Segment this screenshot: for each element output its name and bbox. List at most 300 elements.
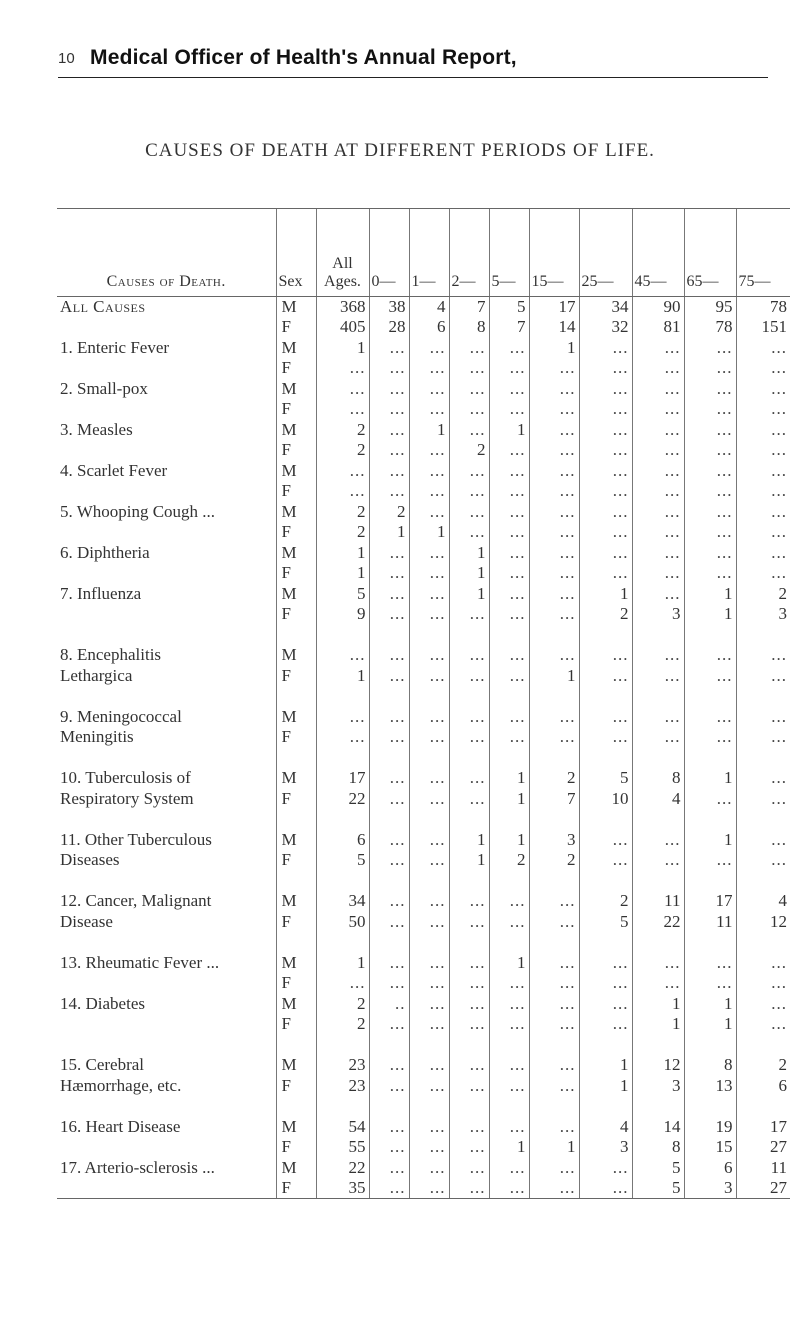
value-age-75: ... (736, 973, 790, 994)
sex-cell: F (276, 604, 316, 625)
value-age-0: ... (369, 768, 409, 789)
spacer-cell (632, 932, 684, 953)
value-age-65: ... (684, 440, 736, 461)
value-age-45: 81 (632, 317, 684, 338)
value-age-25: ... (579, 440, 632, 461)
value-age-1: ... (409, 502, 449, 523)
spacer-cell (736, 686, 790, 707)
spacer-cell (684, 625, 736, 646)
value-age-75: 2 (736, 1055, 790, 1076)
table-row (57, 420, 790, 441)
value-age-75: 2 (736, 584, 790, 605)
value-age-1: ... (409, 1055, 449, 1076)
value-age-1: ... (409, 953, 449, 974)
value-age-75: ... (736, 563, 790, 584)
value-age-15: ... (529, 440, 579, 461)
value-age-1: ... (409, 666, 449, 687)
value-age-5: ... (489, 338, 529, 359)
value-age-75: 78 (736, 297, 790, 318)
table-row (57, 994, 790, 1015)
value-all-ages: 17 (316, 768, 369, 789)
spacer-cell (449, 686, 489, 707)
value-age-15: ... (529, 891, 579, 912)
value-all-ages: 34 (316, 891, 369, 912)
spacer-cell (409, 625, 449, 646)
value-age-65: 1 (684, 604, 736, 625)
column-header-all-ages: All Ages. (316, 209, 369, 297)
value-age-2: ... (449, 973, 489, 994)
spacer-cell (316, 932, 369, 953)
value-age-65: ... (684, 379, 736, 400)
value-age-0: .. (369, 994, 409, 1015)
spacer-cell (449, 1096, 489, 1117)
value-age-5: ... (489, 1076, 529, 1097)
value-age-45: 14 (632, 1117, 684, 1138)
spacer-cell (449, 871, 489, 892)
value-age-25: ... (579, 379, 632, 400)
value-age-5: 1 (489, 768, 529, 789)
cause-name: 7. Influenza (60, 583, 142, 603)
column-header-age-1: 1— (409, 209, 449, 297)
cause-name: 12. Cancer, Malignant (60, 891, 212, 911)
value-age-75: ... (736, 358, 790, 379)
cause-name-continued (57, 440, 276, 461)
row-spacer (57, 686, 790, 707)
value-age-1: ... (409, 399, 449, 420)
cause-name-continued: Meningitis (60, 727, 134, 747)
spacer-cell (529, 1096, 579, 1117)
value-age-0: ... (369, 420, 409, 441)
value-age-45: ... (632, 379, 684, 400)
table-row (57, 768, 790, 789)
value-age-0: 28 (369, 317, 409, 338)
spacer-cell (579, 748, 632, 769)
value-age-45: ... (632, 973, 684, 994)
sex-cell: M (276, 768, 316, 789)
value-age-1: ... (409, 481, 449, 502)
table-row (57, 727, 790, 748)
value-age-45: ... (632, 440, 684, 461)
table-row (57, 481, 790, 502)
value-age-75: 17 (736, 1117, 790, 1138)
value-age-0: ... (369, 727, 409, 748)
value-age-1: ... (409, 1014, 449, 1035)
value-age-75: ... (736, 1014, 790, 1035)
value-age-2: ... (449, 1137, 489, 1158)
value-age-0: ... (369, 912, 409, 933)
value-age-65: 13 (684, 1076, 736, 1097)
sex-cell: F (276, 317, 316, 338)
spacer-cell (409, 748, 449, 769)
cause-name-continued: Diseases (60, 850, 120, 870)
cause-name-continued (57, 358, 276, 379)
spacer-cell (736, 1035, 790, 1056)
value-age-65: ... (684, 563, 736, 584)
sex-cell: F (276, 1076, 316, 1097)
value-age-25: ... (579, 666, 632, 687)
cause-name: 16. Heart Disease (60, 1116, 181, 1136)
spacer-cell (684, 932, 736, 953)
value-age-1: 1 (409, 522, 449, 543)
value-age-15: ... (529, 584, 579, 605)
spacer-cell (276, 871, 316, 892)
spacer-cell (449, 748, 489, 769)
table-body (57, 297, 790, 1199)
value-age-0: 38 (369, 297, 409, 318)
spacer-cell (489, 686, 529, 707)
value-age-2: 2 (449, 440, 489, 461)
value-age-65: ... (684, 338, 736, 359)
value-age-2: ... (449, 522, 489, 543)
value-age-0: ... (369, 953, 409, 974)
value-age-0: ... (369, 1014, 409, 1035)
value-age-45: 8 (632, 768, 684, 789)
cause-name-continued (57, 522, 276, 543)
spacer-cell (276, 686, 316, 707)
value-all-ages: 1 (316, 666, 369, 687)
value-age-5: ... (489, 604, 529, 625)
value-age-1: ... (409, 707, 449, 728)
value-age-65: ... (684, 645, 736, 666)
value-age-5: ... (489, 645, 529, 666)
spacer-cell (449, 809, 489, 830)
value-age-2: ... (449, 1117, 489, 1138)
sex-cell: M (276, 379, 316, 400)
table-row (57, 1178, 790, 1199)
table-row (57, 297, 790, 318)
value-age-1: ... (409, 973, 449, 994)
value-age-15: ... (529, 420, 579, 441)
value-age-45: ... (632, 399, 684, 420)
sex-cell: M (276, 953, 316, 974)
value-age-75: 3 (736, 604, 790, 625)
value-all-ages: ... (316, 481, 369, 502)
value-age-75: ... (736, 994, 790, 1015)
value-age-25: ... (579, 994, 632, 1015)
value-age-65: 6 (684, 1158, 736, 1179)
sex-cell: M (276, 1055, 316, 1076)
value-age-75: ... (736, 830, 790, 851)
value-age-25: ... (579, 338, 632, 359)
cause-name: 13. Rheumatic Fever ... (60, 952, 220, 972)
value-age-45: 3 (632, 604, 684, 625)
cause-name-continued (57, 1137, 276, 1158)
value-age-45: ... (632, 850, 684, 871)
sex-cell: F (276, 1178, 316, 1199)
spacer-cell (632, 809, 684, 830)
cause-name-continued: Disease (60, 911, 113, 931)
value-age-25: ... (579, 850, 632, 871)
value-all-ages: 54 (316, 1117, 369, 1138)
value-age-1: ... (409, 461, 449, 482)
value-age-1: ... (409, 563, 449, 584)
value-age-25: 3 (579, 1137, 632, 1158)
sex-cell: M (276, 830, 316, 851)
spacer-cell (632, 686, 684, 707)
value-age-0: ... (369, 604, 409, 625)
value-age-2: ... (449, 789, 489, 810)
value-all-ages: 368 (316, 297, 369, 318)
sex-cell: M (276, 420, 316, 441)
sex-cell: F (276, 399, 316, 420)
value-age-5: ... (489, 1158, 529, 1179)
value-age-5: ... (489, 563, 529, 584)
value-age-15: 1 (529, 666, 579, 687)
value-age-2: ... (449, 645, 489, 666)
value-age-65: 11 (684, 912, 736, 933)
value-age-0: 2 (369, 502, 409, 523)
spacer-cell (684, 1096, 736, 1117)
value-age-2: 8 (449, 317, 489, 338)
spacer-cell (736, 809, 790, 830)
spacer-cell (579, 625, 632, 646)
value-all-ages: ... (316, 727, 369, 748)
value-age-5: ... (489, 727, 529, 748)
value-age-1: ... (409, 891, 449, 912)
value-age-15: ... (529, 543, 579, 564)
value-age-65: 1 (684, 994, 736, 1015)
value-all-ages: 2 (316, 440, 369, 461)
cause-name: 1. Enteric Fever (60, 337, 170, 357)
value-age-1: ... (409, 440, 449, 461)
spacer-cell (684, 871, 736, 892)
table-row (57, 850, 790, 871)
spacer-cell (369, 748, 409, 769)
value-age-15: ... (529, 727, 579, 748)
spacer-cell (529, 871, 579, 892)
value-all-ages: 50 (316, 912, 369, 933)
value-all-ages: 1 (316, 543, 369, 564)
value-age-5: ... (489, 994, 529, 1015)
value-age-1: ... (409, 358, 449, 379)
value-age-45: ... (632, 358, 684, 379)
value-age-45: ... (632, 522, 684, 543)
spacer-cell (489, 625, 529, 646)
value-age-25: ... (579, 502, 632, 523)
cause-name: 17. Arterio-sclerosis ... (60, 1157, 215, 1177)
value-age-75: 151 (736, 317, 790, 338)
spacer-cell (409, 809, 449, 830)
value-age-65: 1 (684, 768, 736, 789)
value-age-2: ... (449, 461, 489, 482)
value-age-5: 2 (489, 850, 529, 871)
value-age-25: 1 (579, 1076, 632, 1097)
value-age-45: 12 (632, 1055, 684, 1076)
value-age-65: 78 (684, 317, 736, 338)
sex-cell: M (276, 707, 316, 728)
table-row (57, 461, 790, 482)
spacer-cell (736, 1096, 790, 1117)
value-age-1: ... (409, 727, 449, 748)
row-spacer (57, 871, 790, 892)
value-age-0: ... (369, 1158, 409, 1179)
value-all-ages: 1 (316, 338, 369, 359)
value-age-15: ... (529, 399, 579, 420)
value-age-65: ... (684, 789, 736, 810)
sex-cell: F (276, 563, 316, 584)
value-age-0: ... (369, 1117, 409, 1138)
table-row (57, 789, 790, 810)
value-age-75: ... (736, 399, 790, 420)
spacer-cell (529, 625, 579, 646)
value-age-65: 1 (684, 1014, 736, 1035)
value-age-45: ... (632, 481, 684, 502)
value-age-65: ... (684, 399, 736, 420)
sex-cell: F (276, 358, 316, 379)
value-age-65: ... (684, 461, 736, 482)
cause-name: 2. Small-pox (60, 378, 148, 398)
value-all-ages: ... (316, 461, 369, 482)
cause-name: 4. Scarlet Fever (60, 460, 168, 480)
value-age-25: ... (579, 953, 632, 974)
value-age-75: 12 (736, 912, 790, 933)
value-age-25: ... (579, 707, 632, 728)
spacer-cell (276, 809, 316, 830)
value-age-75: ... (736, 789, 790, 810)
value-age-75: ... (736, 850, 790, 871)
value-age-5: ... (489, 379, 529, 400)
value-age-2: ... (449, 953, 489, 974)
value-age-1: ... (409, 830, 449, 851)
value-all-ages: 55 (316, 1137, 369, 1158)
value-age-75: ... (736, 379, 790, 400)
value-age-15: ... (529, 1117, 579, 1138)
causes-of-death-table (57, 208, 790, 1199)
value-age-65: 17 (684, 891, 736, 912)
value-age-1: 1 (409, 420, 449, 441)
spacer-cell (276, 625, 316, 646)
sex-cell: M (276, 1117, 316, 1138)
value-age-5: ... (489, 912, 529, 933)
value-age-5: ... (489, 440, 529, 461)
value-age-45: ... (632, 563, 684, 584)
table-row (57, 891, 790, 912)
value-age-25: ... (579, 420, 632, 441)
spacer-cell (369, 1035, 409, 1056)
value-age-2: ... (449, 358, 489, 379)
value-age-75: ... (736, 502, 790, 523)
value-age-45: ... (632, 584, 684, 605)
value-age-1: ... (409, 912, 449, 933)
row-spacer (57, 932, 790, 953)
value-age-25: ... (579, 1014, 632, 1035)
value-age-45: ... (632, 461, 684, 482)
value-age-25: ... (579, 481, 632, 502)
spacer-cell (736, 748, 790, 769)
value-age-0: ... (369, 1137, 409, 1158)
value-age-0: ... (369, 850, 409, 871)
value-age-1: ... (409, 1178, 449, 1199)
value-all-ages: 2 (316, 994, 369, 1015)
sex-cell: F (276, 850, 316, 871)
cause-name: All Causes (60, 297, 146, 316)
cause-name: 6. Diphtheria (60, 542, 150, 562)
spacer-cell (57, 1035, 276, 1056)
sex-cell: F (276, 522, 316, 543)
value-age-2: ... (449, 379, 489, 400)
value-age-2: 1 (449, 563, 489, 584)
spacer-cell (409, 932, 449, 953)
value-age-1: ... (409, 994, 449, 1015)
value-age-0: ... (369, 707, 409, 728)
spacer-cell (684, 1035, 736, 1056)
value-age-75: ... (736, 440, 790, 461)
cause-name: 15. Cerebral (60, 1055, 145, 1075)
sex-cell: M (276, 891, 316, 912)
value-age-75: ... (736, 461, 790, 482)
value-age-45: ... (632, 645, 684, 666)
value-age-25: ... (579, 830, 632, 851)
value-age-5: ... (489, 707, 529, 728)
value-age-1: ... (409, 1137, 449, 1158)
value-age-25: ... (579, 1158, 632, 1179)
value-age-15: ... (529, 358, 579, 379)
value-age-2: ... (449, 502, 489, 523)
value-age-65: 3 (684, 1178, 736, 1199)
value-age-15: ... (529, 1014, 579, 1035)
value-age-2: ... (449, 481, 489, 502)
value-age-5: 1 (489, 830, 529, 851)
column-header-age-65: 65— (684, 209, 736, 297)
value-age-1: ... (409, 543, 449, 564)
value-age-2: 1 (449, 584, 489, 605)
cause-name-continued: Lethargica (60, 665, 133, 685)
value-all-ages: 2 (316, 502, 369, 523)
value-age-65: 15 (684, 1137, 736, 1158)
spacer-cell (449, 625, 489, 646)
value-age-2: ... (449, 338, 489, 359)
table-row (57, 1055, 790, 1076)
sex-cell: F (276, 973, 316, 994)
sex-cell: F (276, 666, 316, 687)
value-age-65: ... (684, 850, 736, 871)
value-age-0: ... (369, 584, 409, 605)
value-age-5: 1 (489, 1137, 529, 1158)
spacer-cell (316, 809, 369, 830)
value-age-15: ... (529, 707, 579, 728)
value-age-45: ... (632, 727, 684, 748)
value-age-65: 95 (684, 297, 736, 318)
header-row (57, 209, 790, 297)
value-age-75: ... (736, 481, 790, 502)
cause-name-continued (57, 317, 276, 338)
value-age-45: 4 (632, 789, 684, 810)
column-header-age-15: 15— (529, 209, 579, 297)
spacer-cell (529, 1035, 579, 1056)
value-age-75: 27 (736, 1137, 790, 1158)
value-age-45: 3 (632, 1076, 684, 1097)
value-age-15: ... (529, 522, 579, 543)
value-age-15: 2 (529, 768, 579, 789)
row-spacer (57, 1096, 790, 1117)
sex-cell: F (276, 440, 316, 461)
page-number: 10 (58, 50, 75, 67)
spacer-cell (449, 932, 489, 953)
value-age-0: ... (369, 440, 409, 461)
value-all-ages: 2 (316, 420, 369, 441)
value-age-65: ... (684, 727, 736, 748)
sex-cell: M (276, 502, 316, 523)
sex-cell: F (276, 481, 316, 502)
value-age-1: ... (409, 1117, 449, 1138)
spacer-cell (57, 932, 276, 953)
value-age-45: 22 (632, 912, 684, 933)
value-age-1: ... (409, 850, 449, 871)
spacer-cell (57, 625, 276, 646)
spacer-cell (632, 625, 684, 646)
spacer-cell (489, 871, 529, 892)
value-age-0: ... (369, 379, 409, 400)
